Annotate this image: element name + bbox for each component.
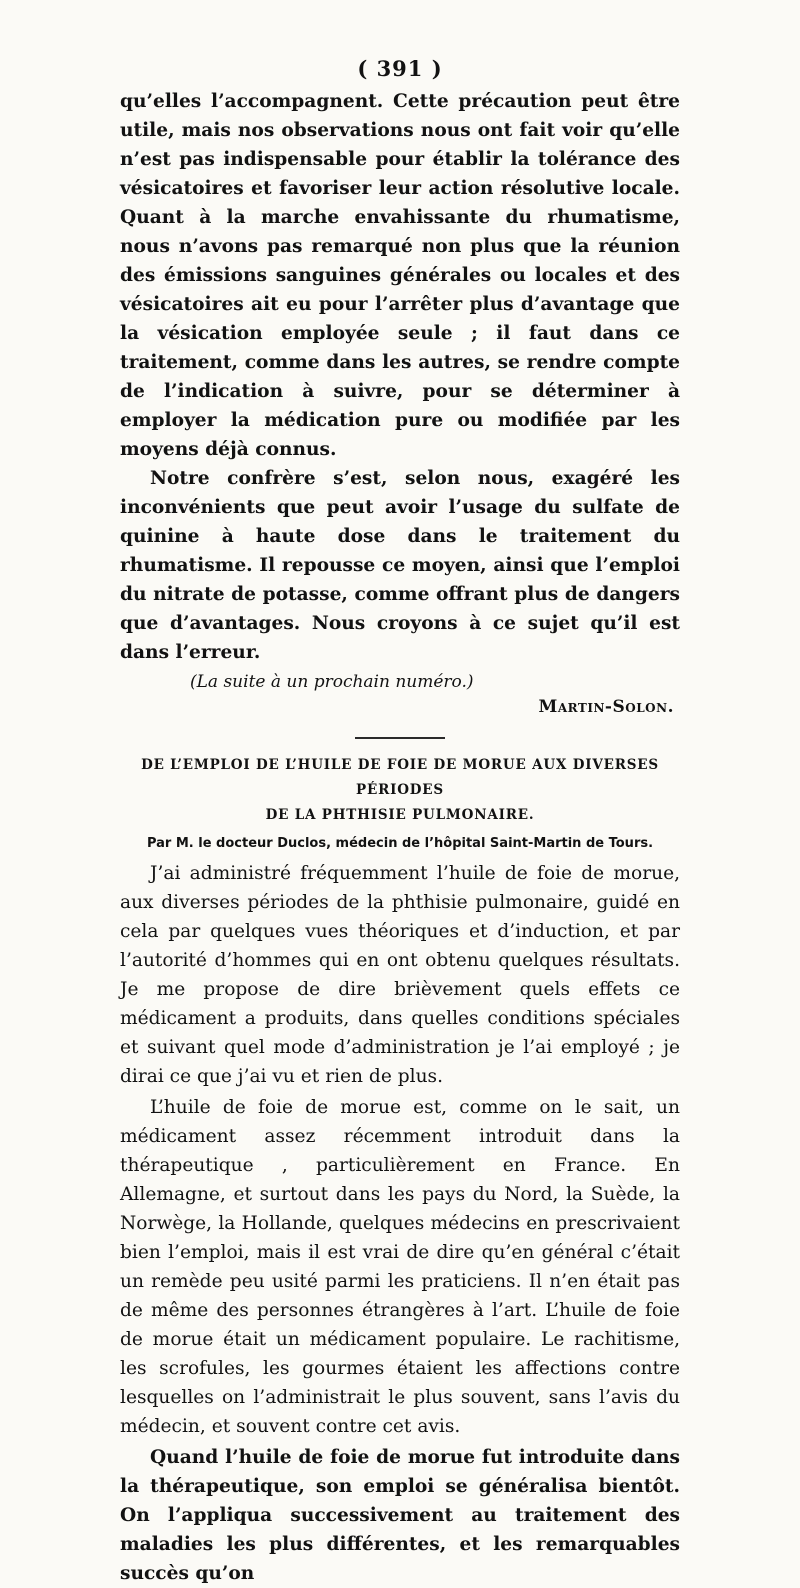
section-divider bbox=[355, 737, 445, 739]
paragraph-history: L’huile de foie de morue est, comme on le sait, un médicament assez récemment introduit dans la thérapeutique , particulièrement en France. En Allemagne, et surtout dans les pays du Nord, la Suède, la Norwège, la Hollande, quelques médecins en prescrivaient bien l’emploi, mais il est vrai de dire qu’en général c’était un remède peu usité parmi les praticiens. Il n’en était pas de même des personnes étrangères à l’art. L’huile de foie de morue était un médicament populaire. Le rachitisme, les scrofules, les gourmes étaient les affections contre lesquelles on l’administrait le plus souvent, sans l’avis du médecin, et souvent contre cet avis. bbox=[120, 1097, 680, 1437]
paragraph-rheumatism-continued: qu’elles l’accompagnent. Cette précaution peut être utile, mais nos observations nous ont fait voir qu’elle n’est pas indispensable pour établir la tolérance des vésicatoires et favoriser leur action résolutive locale. Quant à la marche envahissante du rhumatisme, nous n’avons pas remarqué non plus que la réunion des émissions sanguines générales ou locales et des vésicatoires ait eu pour l’arrêter plus d’avantage que la vésication employée seule ; il faut dans ce traitement, comme dans les autres, se rendre compte de l’indication à suivre, pour se déterminer à employer la médication pure ou modifiée par les moyens déjà connus. bbox=[120, 91, 680, 460]
paragraph-generalization: Quand l’huile de foie de morue fut introduite dans la thérapeutique, son emploi se généralisa bientôt. On l’appliqua successivement au traitement des maladies les plus différentes, et les remarquables succès qu’on bbox=[120, 1447, 680, 1584]
author-signature: Martin-Solon. bbox=[538, 697, 674, 717]
page-number: ( 391 ) bbox=[357, 56, 443, 81]
article-title-line-1: DE L’EMPLOI DE L’HUILE DE FOIE DE MORUE AUX DIVERSES PÉRIODES bbox=[141, 757, 659, 798]
article-title-line-2: DE LA PHTHISIE PULMONAIRE. bbox=[265, 807, 535, 823]
paragraph-intro: J’ai administré fréquemment l’huile de foie de morue, aux diverses périodes de la phthisie pulmonaire, guidé en cela par quelques vues théoriques et d’induction, et par l’autorité d’hommes qui en ont obtenu quelques résultats. Je me propose de dire brièvement quels effets ce médicament a produits, dans quelles conditions spéciales et suivant quel mode d’administration je l’ai employé ; je dirai ce que j’ai vu et rien de plus. bbox=[120, 863, 680, 1087]
book-page bbox=[120, 56, 680, 1588]
continuation-note: (La suite à un prochain numéro.) bbox=[190, 672, 474, 692]
paragraph-quinine: Notre confrère s’est, selon nous, exagéré les inconvénients que peut avoir l’usage du sulfate de quinine à haute dose dans le traitement du rhumatisme. Il repousse ce moyen, ainsi que l’emploi du nitrate de potasse, comme offrant plus de dangers que d’avantages. Nous croyons à ce sujet qu’il est dans l’erreur. bbox=[120, 468, 680, 663]
article-byline: Par M. le docteur Duclos, médecin de l’hôpital Saint-Martin de Tours. bbox=[146, 836, 654, 851]
